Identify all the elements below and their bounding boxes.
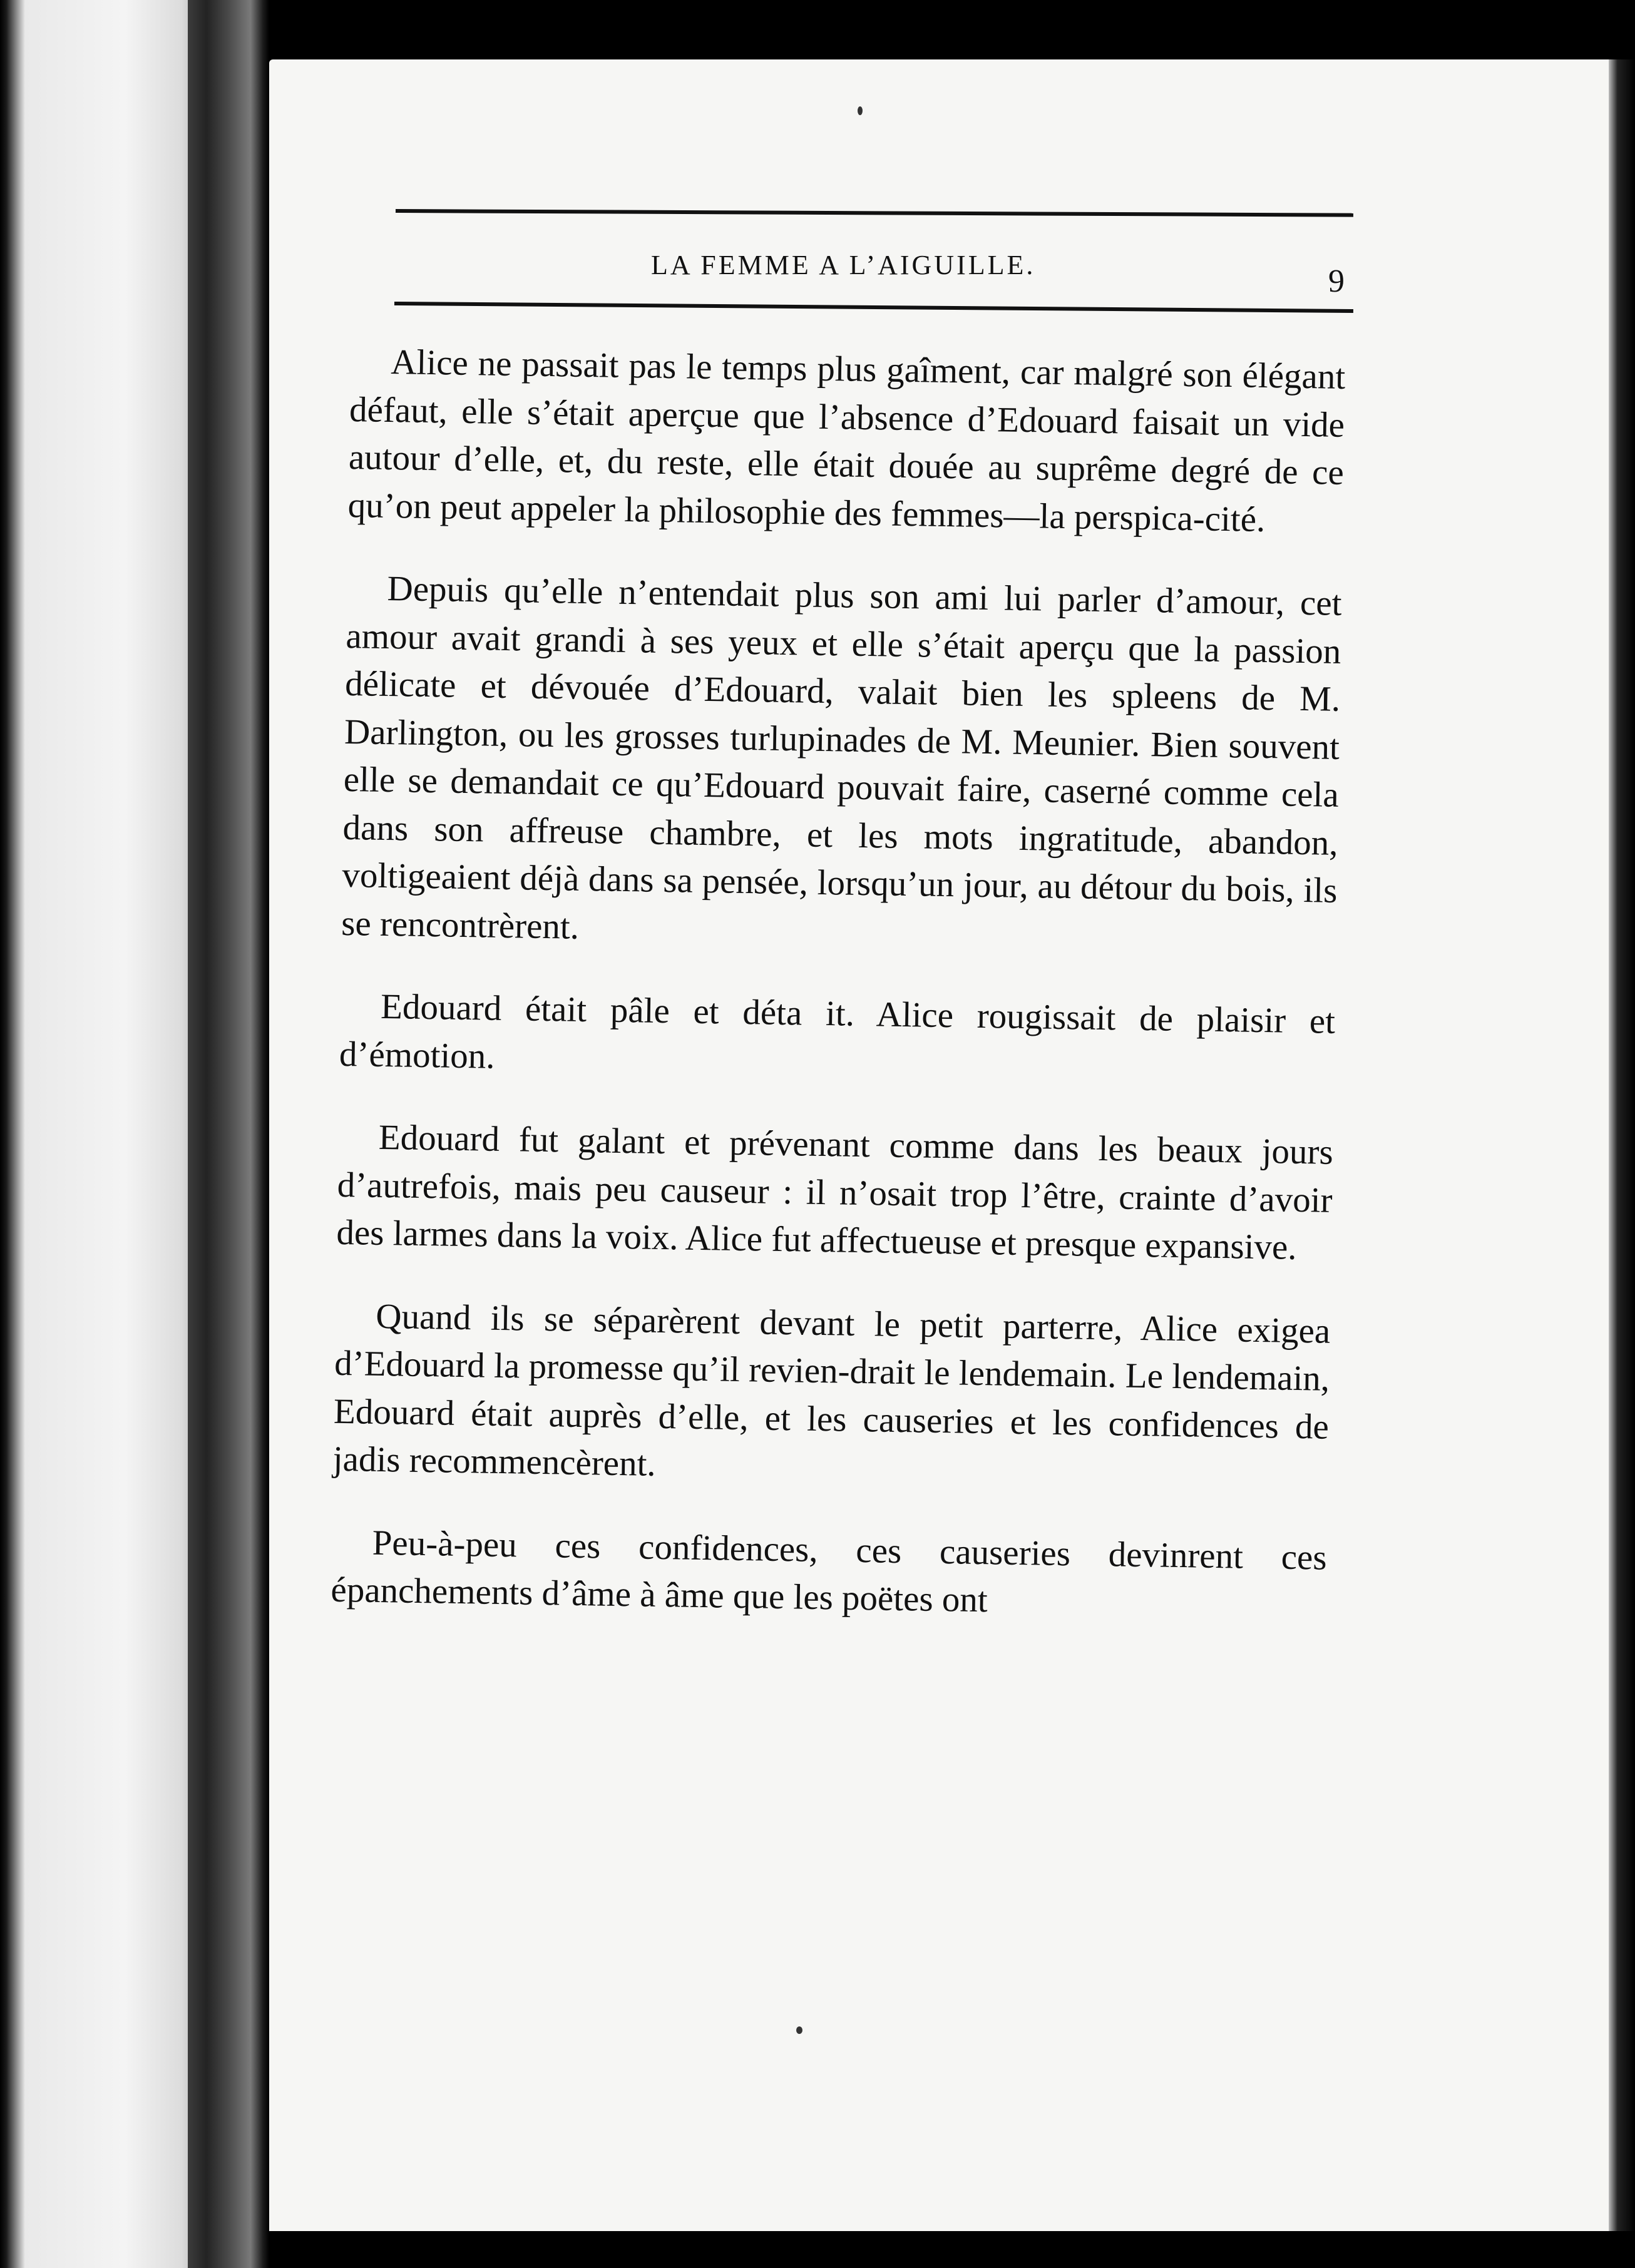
paragraph: Alice ne passait pas le temps plus gaîment, car malgré son élégant défaut, elle s’était aperçue que l’absence d’Edouard faisait un vide autour d’elle, et, du reste, elle était douée au suprême degré de ce qu’on peut appeler la philosophie des femmes—la perspica-cité. (347, 342, 1346, 539)
paragraph: Edouard fut galant et prévenant comme dans les beaux jours d’autrefois, mais peu causeur : il n’osait trop l’être, crainte d’avoir des larmes dans la voix. Alice fut affectueuse et presque expansive. (336, 1117, 1334, 1267)
paragraph: Peu-à-peu ces confidences, ces causeries devinrent ces épanchements d’âme à âme que les poëtes ont (331, 1523, 1328, 1620)
paragraph: Edouard était pâle et déta it. Alice rougissait de plaisir et d’émotion. (339, 986, 1336, 1076)
paragraph: Depuis qu’elle n’entendait plus son ami lui parler d’amour, cet amour avait grandi à ses yeux et elle s’était aperçu que la passion délicate et dévouée d’Edouard, valait bien les spleens de M. Darlington, ou les grosses turlupinades de M. Meunier. Bien souvent elle se demandait ce qu’Edouard pouvait faire, caserné comme cela dans son affreuse chambre, et les mots ingratitude, abandon, voltigeaient déjà dans sa pensée, lorsqu’un jour, au détour du bois, ils se rencontrèrent. (341, 568, 1343, 947)
page-number: 9 (1328, 263, 1345, 299)
page-edge-shadow (1609, 59, 1635, 2231)
paper-speck (796, 2026, 802, 2034)
facing-page-edge (0, 0, 188, 2268)
paragraph: Quand ils se séparèrent devant le petit parterre, Alice exigea d’Edouard la promesse qu’il revien-drait le lendemain. Le lendemain, Edouard était auprès d’elle, et les causeries et les confidences de jadis recommencèrent. (332, 1296, 1331, 1484)
body-text (324, 338, 1345, 2012)
paper-speck (858, 106, 863, 115)
running-head: LA FEMME A L’AIGUILLE. (651, 250, 1036, 280)
book-gutter (188, 0, 269, 2268)
